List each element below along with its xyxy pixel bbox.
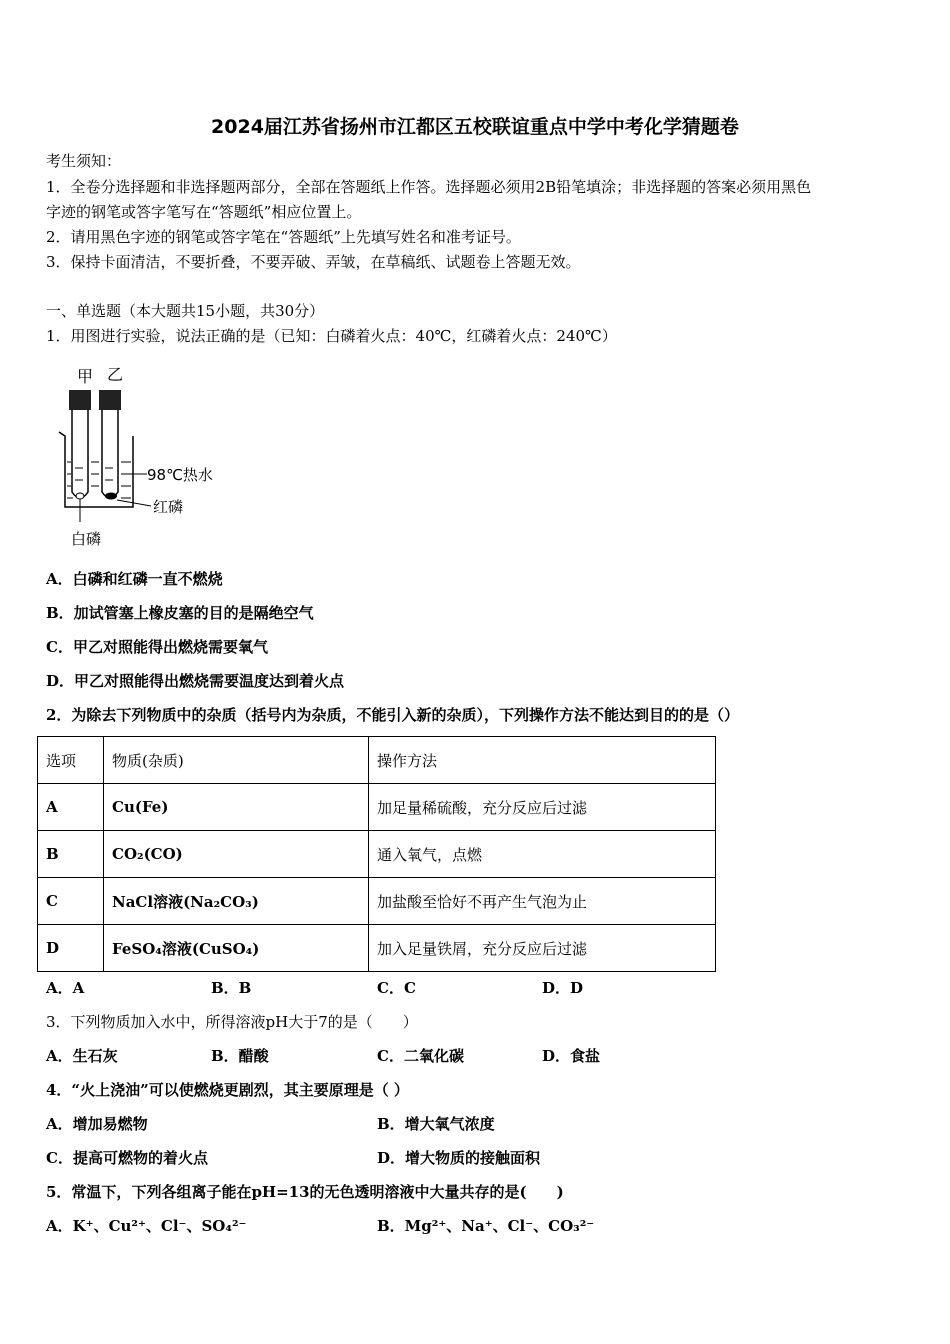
cell-option: A xyxy=(38,784,104,831)
q4-option-c[interactable]: C．提高可燃物的着火点 xyxy=(46,1149,208,1167)
notice-item: 3．保持卡面清洁，不要折叠，不要弄破、弄皱，在草稿纸、试题卷上答题无效。 xyxy=(46,253,581,271)
q3-option-a[interactable]: A．生石灰 xyxy=(46,1047,118,1065)
question-1-stem: 1．用图进行实验，说法正确的是（已知：白磷着火点：40℃，红磷着火点：240℃） xyxy=(46,327,617,345)
beaker xyxy=(59,432,133,507)
q2-option-d[interactable]: D．D xyxy=(542,979,584,997)
q2-option-c[interactable]: C．C xyxy=(377,979,416,997)
q1-option-d[interactable]: D．甲乙对照能得出燃烧需要温度达到着火点 xyxy=(46,672,345,690)
question-2-stem: 2．为除去下列物质中的杂质（括号内为杂质，不能引入新的杂质），下列操作方法不能达到目的的是（） xyxy=(46,706,739,724)
question-5-stem: 5．常温下，下列各组离子能在pH=13的无色透明溶液中大量共存的是( ) xyxy=(46,1183,564,1201)
q1-option-a[interactable]: A．白磷和红磷一直不燃烧 xyxy=(46,570,223,588)
cell-substance: CO₂(CO) xyxy=(104,831,369,878)
q1-option-b[interactable]: B．加试管塞上橡皮塞的目的是隔绝空气 xyxy=(46,604,314,622)
header-substance: 物质(杂质) xyxy=(104,737,369,784)
label-jia: 甲 xyxy=(77,367,94,386)
q4-option-d[interactable]: D．增大物质的接触面积 xyxy=(377,1149,541,1167)
q4-option-a[interactable]: A．增加易燃物 xyxy=(46,1115,148,1133)
question-3-stem: 3．下列物质加入水中，所得溶液pH大于7的是（ ） xyxy=(46,1013,418,1031)
q3-option-c[interactable]: C．二氧化碳 xyxy=(377,1047,464,1065)
cell-option: D xyxy=(38,925,104,972)
q3-option-b[interactable]: B．醋酸 xyxy=(211,1047,269,1065)
cell-substance: FeSO₄溶液(CuSO₄) xyxy=(104,925,369,972)
table-row xyxy=(38,878,716,925)
cell-method: 通入氧气，点燃 xyxy=(369,831,716,878)
test-tube-jia xyxy=(72,410,88,498)
cell-method: 加足量稀硫酸，充分反应后过滤 xyxy=(369,784,716,831)
table-row xyxy=(38,784,716,831)
section-heading: 一、单选题（本大题共15小题，共30分） xyxy=(46,302,325,320)
q4-option-b[interactable]: B．增大氧气浓度 xyxy=(377,1115,495,1133)
q2-option-a[interactable]: A．A xyxy=(46,979,85,997)
table-row xyxy=(38,831,716,878)
label-hot-water: 98℃热水 xyxy=(147,466,213,484)
cell-method: 加入足量铁屑，充分反应后过滤 xyxy=(369,925,716,972)
experiment-figure xyxy=(55,362,235,552)
rubber-stopper-jia xyxy=(69,390,91,410)
q5-option-a[interactable]: A．K⁺、Cu²⁺、Cl⁻、SO₄²⁻ xyxy=(46,1217,247,1235)
rubber-stopper-yi xyxy=(99,390,121,410)
header-option: 选项 xyxy=(38,737,104,784)
cell-method: 加盐酸至恰好不再产生气泡为止 xyxy=(369,878,716,925)
white-phosphorus xyxy=(76,493,84,499)
page-title: 2024届江苏省扬州市江都区五校联谊重点中学中考化学猜题卷 xyxy=(211,116,739,138)
question-4-stem: 4．“火上浇油”可以使燃烧更剧烈，其主要原理是（ ） xyxy=(46,1081,409,1099)
header-method: 操作方法 xyxy=(369,737,716,784)
cell-option: C xyxy=(38,878,104,925)
table-row xyxy=(38,925,716,972)
q1-option-c[interactable]: C．甲乙对照能得出燃烧需要氧气 xyxy=(46,638,268,656)
hot-water xyxy=(67,462,131,498)
q3-option-d[interactable]: D．食盐 xyxy=(542,1047,601,1065)
cell-substance: Cu(Fe) xyxy=(104,784,369,831)
notice-item: 1．全卷分选择题和非选择题两部分，全部在答题纸上作答。选择题必须用2B铅笔填涂；非选择题的答案必须用黑色 xyxy=(46,178,812,196)
table-header-row xyxy=(38,737,716,784)
notice-item: 2．请用黑色字迹的钢笔或答字笔在“答题纸”上先填写姓名和准考证号。 xyxy=(46,228,521,246)
q2-option-b[interactable]: B．B xyxy=(211,979,252,997)
test-tube-yi xyxy=(102,410,118,498)
notice-heading: 考生须知： xyxy=(46,152,122,170)
q2-table xyxy=(37,736,716,972)
label-white-phosphorus: 白磷 xyxy=(71,530,102,548)
label-red-phosphorus: 红磷 xyxy=(153,498,184,516)
q5-option-b[interactable]: B．Mg²⁺、Na⁺、Cl⁻、CO₃²⁻ xyxy=(377,1217,595,1235)
label-yi: 乙 xyxy=(107,365,124,384)
red-phosphorus xyxy=(105,493,117,500)
notice-item: 字迹的钢笔或答字笔写在“答题纸”相应位置上。 xyxy=(46,203,362,221)
cell-substance: NaCl溶液(Na₂CO₃) xyxy=(104,878,369,925)
cell-option: B xyxy=(38,831,104,878)
